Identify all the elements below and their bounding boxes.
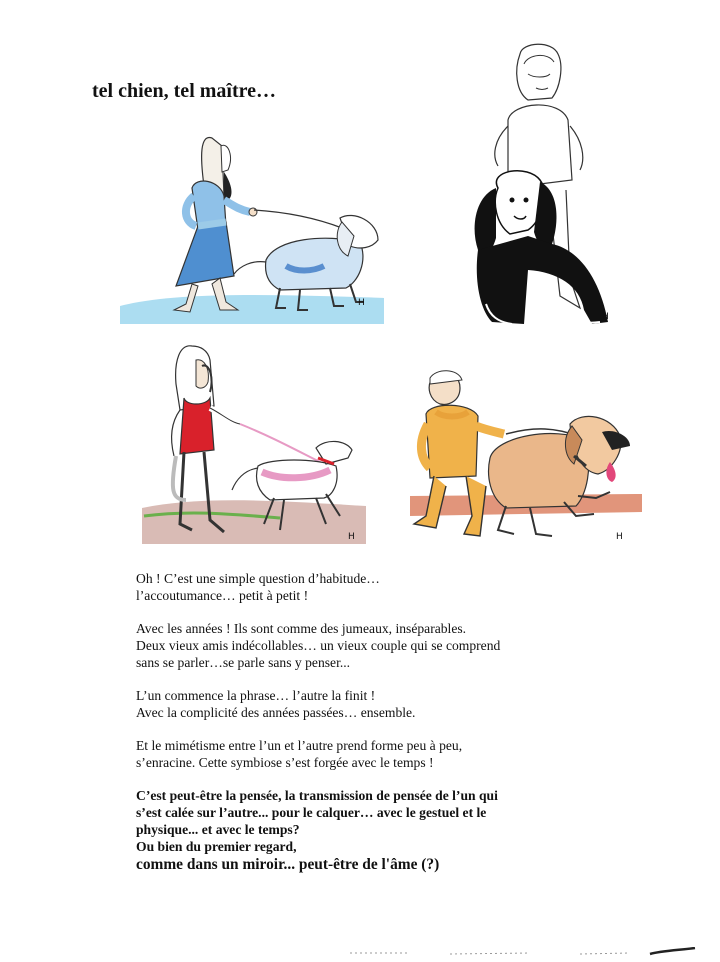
text-line: Avec les années ! Ils sont comme des jumeaux, inséparables.: [136, 621, 467, 636]
signature: H: [616, 532, 623, 542]
paragraph: [136, 687, 536, 721]
body-text: [136, 570, 536, 889]
signature: H: [358, 298, 365, 308]
text-line: L’un commence la phrase… l’autre la finit !: [136, 688, 376, 703]
scan-artifact: [350, 944, 700, 954]
text-line: sans se parler…se parle sans y penser...: [136, 655, 351, 670]
illustration-man-standing-behind-spaniel: [468, 40, 618, 332]
paragraph: [136, 737, 536, 771]
text-line: C’est peut-être la pensée, la transmission de pensée de l’un qui: [136, 788, 498, 803]
paragraph: [136, 570, 536, 604]
text-line: physique... et avec le temps?: [136, 822, 300, 837]
closing-line: comme dans un miroir... peut-être de l'âme (?): [136, 856, 440, 873]
text-line: Deux vieux amis indécollables… un vieux couple qui se comprend: [136, 638, 501, 653]
text-line: Oh ! C’est une simple question d’habitude…: [136, 571, 380, 586]
illustration-woman-in-red-walking-greyhound: [140, 340, 370, 550]
page-title: tel chien, tel maître…: [92, 80, 277, 102]
text-line: s’enracine. Cette symbiose s’est forgée avec le temps !: [136, 755, 434, 770]
paragraph: [136, 620, 536, 671]
text-line: l’accoutumance… petit à petit !: [136, 588, 309, 603]
signature: H: [348, 532, 355, 542]
text-line: Avec la complicité des années passées… ensemble.: [136, 705, 416, 720]
signature: H: [602, 312, 609, 322]
bold-paragraph: [136, 787, 536, 855]
illustration-woman-walking-long-haired-dog: [116, 126, 386, 326]
text-line: s’est calée sur l’autre... pour le calquer… avec le gestuel et le: [136, 805, 487, 820]
text-line: Et le mimétisme entre l’un et l’autre prend forme peu à peu,: [136, 738, 463, 753]
text-line: Ou bien du premier regard,: [136, 839, 297, 854]
illustration-man-pulled-by-large-dog: [406, 366, 646, 552]
